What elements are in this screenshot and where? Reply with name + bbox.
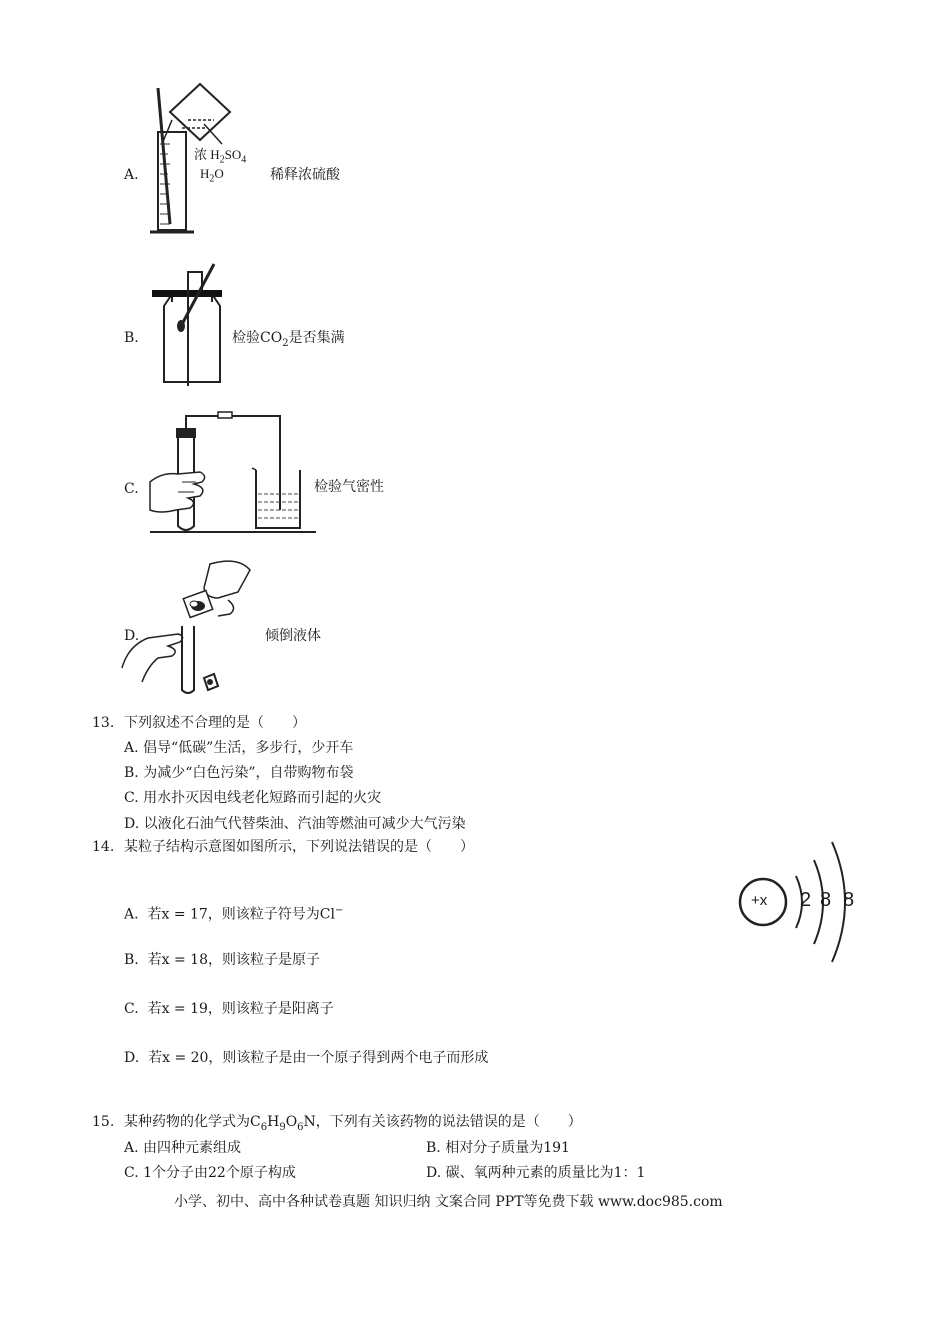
option-a-caption: 稀释浓硫酸 [270, 167, 340, 183]
air-tightness-figure [148, 410, 316, 534]
q13-option-c: C. 用水扑灭因电线老化短路而引起的火灾 [124, 790, 382, 806]
q13-option-d: D. 以液化石油气代替柴油、汽油等燃油可减少大气污染 [124, 816, 466, 832]
nucleus-label: +x [751, 892, 768, 909]
q15-number: 15. [92, 1114, 115, 1130]
page-footer: 小学、初中、高中各种试卷真题 知识归纳 文案合同 PPT等免费下载 www.doc985.com [174, 1194, 723, 1210]
q13-number: 13. [92, 715, 115, 731]
shell-1-count: 2 [800, 889, 812, 911]
q14-option-b: B. 若x = 18，则该粒子是原子 [124, 952, 320, 968]
q13-stem: 下列叙述不合理的是（ ） [124, 715, 306, 731]
q14-option-a: A. 若x = 17，则该粒子符号为Cl− [124, 905, 344, 923]
option-a-letter: A. [124, 167, 139, 183]
option-d-letter: D. [124, 628, 140, 644]
figure-label-acid: 浓 $H_2SO_4$ [194, 147, 247, 166]
q15-option-c: C. 1个分子由22个原子构成 [124, 1165, 296, 1181]
shell-3-count: 8 [843, 889, 855, 911]
q14-option-d: D. 若x = 20，则该粒子是由一个原子得到两个电子而形成 [124, 1050, 489, 1066]
option-c-caption: 检验气密性 [314, 479, 384, 495]
shell-2-count: 8 [820, 889, 832, 911]
q15-option-a: A. 由四种元素组成 [124, 1140, 242, 1156]
figure-label-water: $H_2O$ [200, 166, 224, 185]
option-d-caption: 倾倒液体 [265, 628, 321, 644]
q13-option-b: B. 为减少“白色污染”，自带购物布袋 [124, 765, 354, 781]
option-b-letter: B. [124, 330, 139, 346]
q15-option-b: B. 相对分子质量为191 [426, 1140, 570, 1156]
q14-number: 14. [92, 839, 115, 855]
q14-option-c: C. 若x = 19，则该粒子是阳离子 [124, 1001, 334, 1017]
q15-stem: 某种药物的化学式为$C_6H_9O_6N$，下列有关该药物的说法错误的是（ ） [124, 1114, 582, 1133]
gas-bottle-figure [150, 262, 230, 388]
q13-option-a: A. 倡导“低碳”生活，多步行，少开车 [124, 740, 354, 756]
option-c-letter: C. [124, 481, 139, 497]
q15-option-d: D. 碳、氧两种元素的质量比为1：1 [426, 1165, 646, 1181]
pour-liquid-figure [118, 556, 258, 698]
option-b-caption: 检验$CO_2$是否集满 [232, 330, 345, 349]
q14-stem: 某粒子结构示意图如图所示，下列说法错误的是（ ） [124, 839, 474, 855]
